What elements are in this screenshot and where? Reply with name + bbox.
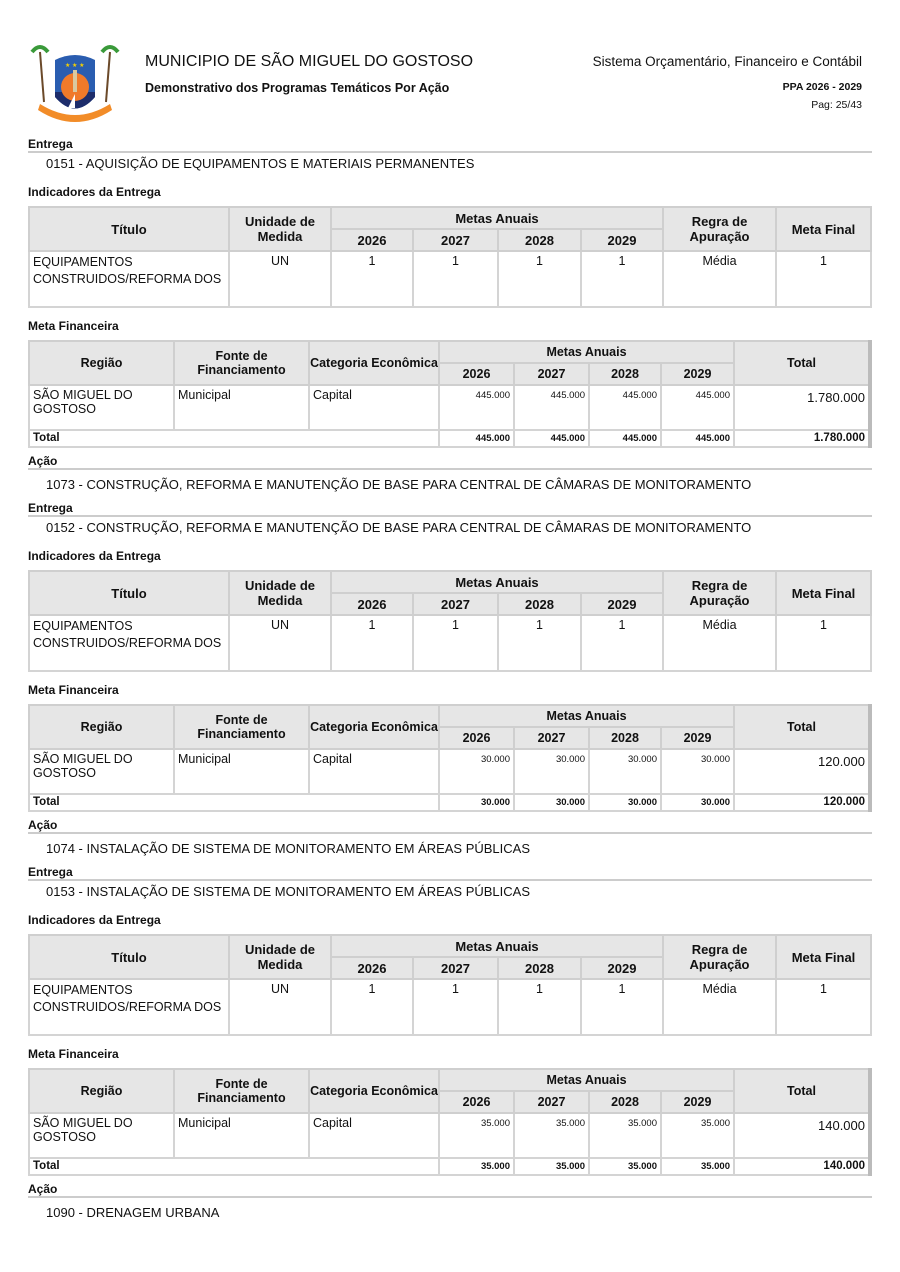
year-header-2028: 2028	[589, 1091, 661, 1113]
col-titulo: Título	[29, 571, 229, 615]
indicadores-heading: Indicadores da Entrega	[28, 549, 161, 563]
report-title: Demonstrativo dos Programas Temáticos Por Ação	[145, 81, 450, 95]
regiao-cell: SÃO MIGUEL DO GOSTOSO	[29, 1113, 174, 1158]
col-titulo: Título	[29, 935, 229, 979]
meta-financeira-table	[28, 340, 872, 448]
col-fonte: Fonte de Financiamento	[174, 341, 309, 385]
total-label: Total	[29, 794, 439, 811]
total-year-cell: 35.000	[589, 1158, 661, 1175]
total-year-cell: 445.000	[439, 430, 514, 447]
page-number: Pag: 25/43	[811, 99, 862, 111]
acao-heading: Ação	[28, 454, 872, 470]
year-header-2026: 2026	[331, 593, 413, 615]
indicadores-table	[28, 934, 872, 1036]
regra-cell: Média	[663, 251, 776, 307]
year-header-2027: 2027	[514, 1091, 589, 1113]
year-header-2029: 2029	[661, 363, 734, 385]
total-year-cell: 30.000	[514, 794, 589, 811]
year-header-2028: 2028	[589, 363, 661, 385]
meta-anual-cell: 1	[581, 251, 663, 307]
total-year-cell: 445.000	[514, 430, 589, 447]
col-meta-final: Meta Final	[776, 571, 871, 615]
year-header-2027: 2027	[413, 957, 498, 979]
titulo-cell: EQUIPAMENTOS CONSTRUIDOS/REFORMA DOS	[29, 979, 229, 1035]
fonte-cell: Municipal	[174, 1113, 309, 1158]
total-label: Total	[29, 430, 439, 447]
titulo-cell: EQUIPAMENTOS CONSTRUIDOS/REFORMA DOS	[29, 251, 229, 307]
grand-total-cell: 1.780.000	[734, 430, 870, 447]
meta-financeira-cell: 35.000	[439, 1113, 514, 1158]
meta-anual-cell: 1	[498, 979, 581, 1035]
total-year-cell: 35.000	[661, 1158, 734, 1175]
year-header-2028: 2028	[498, 593, 581, 615]
unidade-cell: UN	[229, 979, 331, 1035]
table-row	[29, 385, 870, 430]
col-unidade: Unidade de Medida	[229, 207, 331, 251]
meta-financeira-cell: 30.000	[589, 749, 661, 794]
total-label: Total	[29, 1158, 439, 1175]
meta-anual-cell: 1	[498, 251, 581, 307]
year-header-2026: 2026	[331, 229, 413, 251]
meta-financeira-cell: 30.000	[439, 749, 514, 794]
svg-text:★ ★ ★: ★ ★ ★	[65, 63, 85, 69]
meta-final-cell: 1	[776, 979, 871, 1035]
col-unidade: Unidade de Medida	[229, 935, 331, 979]
entrega-heading: Entrega	[28, 865, 872, 881]
indicadores-heading: Indicadores da Entrega	[28, 913, 161, 927]
col-categoria: Categoria Econômica	[309, 705, 439, 749]
total-year-cell: 445.000	[661, 430, 734, 447]
meta-financeira-cell: 35.000	[514, 1113, 589, 1158]
total-cell: 1.780.000	[734, 385, 870, 430]
acao-title: 1090 - DRENAGEM URBANA	[46, 1205, 220, 1220]
meta-final-cell: 1	[776, 615, 871, 671]
col-titulo: Título	[29, 207, 229, 251]
meta-anual-cell: 1	[413, 615, 498, 671]
titulo-cell: EQUIPAMENTOS CONSTRUIDOS/REFORMA DOS	[29, 615, 229, 671]
col-metas-anuais: Metas Anuais	[331, 571, 663, 593]
entrega-block	[28, 501, 872, 865]
municipal-coat-of-arms-logo	[30, 42, 120, 130]
year-header-2027: 2027	[413, 593, 498, 615]
year-header-2026: 2026	[331, 957, 413, 979]
report-header	[0, 0, 900, 135]
total-year-cell: 35.000	[514, 1158, 589, 1175]
year-header-2028: 2028	[498, 229, 581, 251]
year-header-2029: 2029	[581, 593, 663, 615]
entrega-title: 0152 - CONSTRUÇÃO, REFORMA E MANUTENÇÃO DE BASE PARA CENTRAL DE CÂMARAS DE MONITORAMENTO	[46, 520, 752, 535]
col-meta-final: Meta Final	[776, 935, 871, 979]
meta-financeira-cell: 35.000	[589, 1113, 661, 1158]
meta-anual-cell: 1	[581, 979, 663, 1035]
col-metas-anuais: Metas Anuais	[439, 1069, 734, 1091]
categoria-cell: Capital	[309, 1113, 439, 1158]
meta-anual-cell: 1	[331, 251, 413, 307]
meta-financeira-cell: 445.000	[661, 385, 734, 430]
meta-financeira-table	[28, 704, 872, 812]
report-content	[28, 137, 872, 1229]
regra-cell: Média	[663, 979, 776, 1035]
col-categoria: Categoria Econômica	[309, 341, 439, 385]
col-regiao: Região	[29, 341, 174, 385]
year-header-2028: 2028	[498, 957, 581, 979]
grand-total-cell: 140.000	[734, 1158, 870, 1175]
entrega-heading: Entrega	[28, 137, 872, 153]
year-header-2029: 2029	[661, 727, 734, 749]
indicadores-table	[28, 570, 872, 672]
meta-financeira-heading: Meta Financeira	[28, 683, 119, 697]
year-header-2029: 2029	[581, 957, 663, 979]
meta-financeira-cell: 30.000	[514, 749, 589, 794]
total-row	[29, 794, 870, 811]
total-year-cell: 445.000	[589, 430, 661, 447]
meta-financeira-heading: Meta Financeira	[28, 1047, 119, 1061]
col-total: Total	[734, 341, 870, 385]
entrega-block	[28, 865, 872, 1229]
regiao-cell: SÃO MIGUEL DO GOSTOSO	[29, 385, 174, 430]
meta-anual-cell: 1	[331, 979, 413, 1035]
col-fonte: Fonte de Financiamento	[174, 705, 309, 749]
col-regra: Regra de Apuração	[663, 207, 776, 251]
meta-anual-cell: 1	[581, 615, 663, 671]
year-header-2026: 2026	[439, 363, 514, 385]
col-categoria: Categoria Econômica	[309, 1069, 439, 1113]
fonte-cell: Municipal	[174, 749, 309, 794]
indicadores-heading: Indicadores da Entrega	[28, 185, 161, 199]
table-row	[29, 251, 871, 307]
year-header-2029: 2029	[581, 229, 663, 251]
unidade-cell: UN	[229, 615, 331, 671]
meta-anual-cell: 1	[331, 615, 413, 671]
col-regiao: Região	[29, 705, 174, 749]
meta-financeira-cell: 30.000	[661, 749, 734, 794]
indicadores-table	[28, 206, 872, 308]
municipality-name: MUNICIPIO DE SÃO MIGUEL DO GOSTOSO	[145, 53, 474, 70]
acao-title: 1074 - INSTALAÇÃO DE SISTEMA DE MONITORAMENTO EM ÁREAS PÚBLICAS	[46, 841, 531, 856]
year-header-2026: 2026	[439, 727, 514, 749]
total-cell: 140.000	[734, 1113, 870, 1158]
meta-financeira-cell: 445.000	[589, 385, 661, 430]
total-cell: 120.000	[734, 749, 870, 794]
total-row	[29, 430, 870, 447]
entrega-title: 0151 - AQUISIÇÃO DE EQUIPAMENTOS E MATERIAIS PERMANENTES	[46, 156, 475, 171]
col-regiao: Região	[29, 1069, 174, 1113]
year-header-2027: 2027	[514, 727, 589, 749]
col-fonte: Fonte de Financiamento	[174, 1069, 309, 1113]
meta-anual-cell: 1	[413, 251, 498, 307]
total-year-cell: 30.000	[439, 794, 514, 811]
total-year-cell: 30.000	[661, 794, 734, 811]
col-unidade: Unidade de Medida	[229, 571, 331, 615]
categoria-cell: Capital	[309, 385, 439, 430]
meta-anual-cell: 1	[498, 615, 581, 671]
year-header-2028: 2028	[589, 727, 661, 749]
system-name: Sistema Orçamentário, Financeiro e Contábil	[592, 54, 862, 69]
meta-financeira-cell: 445.000	[514, 385, 589, 430]
ppa-period: PPA 2026 - 2029	[782, 81, 862, 93]
col-metas-anuais: Metas Anuais	[331, 935, 663, 957]
meta-financeira-table	[28, 1068, 872, 1176]
col-regra: Regra de Apuração	[663, 935, 776, 979]
table-row	[29, 1113, 870, 1158]
regiao-cell: SÃO MIGUEL DO GOSTOSO	[29, 749, 174, 794]
col-total: Total	[734, 705, 870, 749]
table-row	[29, 615, 871, 671]
col-regra: Regra de Apuração	[663, 571, 776, 615]
col-meta-final: Meta Final	[776, 207, 871, 251]
total-row	[29, 1158, 870, 1175]
meta-financeira-cell: 445.000	[439, 385, 514, 430]
total-year-cell: 30.000	[589, 794, 661, 811]
grand-total-cell: 120.000	[734, 794, 870, 811]
col-metas-anuais: Metas Anuais	[331, 207, 663, 229]
year-header-2026: 2026	[439, 1091, 514, 1113]
categoria-cell: Capital	[309, 749, 439, 794]
meta-anual-cell: 1	[413, 979, 498, 1035]
acao-heading: Ação	[28, 1182, 872, 1198]
col-metas-anuais: Metas Anuais	[439, 705, 734, 727]
acao-heading: Ação	[28, 818, 872, 834]
total-year-cell: 35.000	[439, 1158, 514, 1175]
acao-title: 1073 - CONSTRUÇÃO, REFORMA E MANUTENÇÃO DE BASE PARA CENTRAL DE CÂMARAS DE MONITORAMENTO	[46, 477, 752, 492]
table-row	[29, 749, 870, 794]
meta-final-cell: 1	[776, 251, 871, 307]
col-total: Total	[734, 1069, 870, 1113]
unidade-cell: UN	[229, 251, 331, 307]
entrega-heading: Entrega	[28, 501, 872, 517]
fonte-cell: Municipal	[174, 385, 309, 430]
year-header-2027: 2027	[413, 229, 498, 251]
entrega-block	[28, 137, 872, 501]
year-header-2029: 2029	[661, 1091, 734, 1113]
meta-financeira-cell: 35.000	[661, 1113, 734, 1158]
entrega-title: 0153 - INSTALAÇÃO DE SISTEMA DE MONITORAMENTO EM ÁREAS PÚBLICAS	[46, 884, 531, 899]
meta-financeira-heading: Meta Financeira	[28, 319, 119, 333]
table-row	[29, 979, 871, 1035]
col-metas-anuais: Metas Anuais	[439, 341, 734, 363]
regra-cell: Média	[663, 615, 776, 671]
year-header-2027: 2027	[514, 363, 589, 385]
